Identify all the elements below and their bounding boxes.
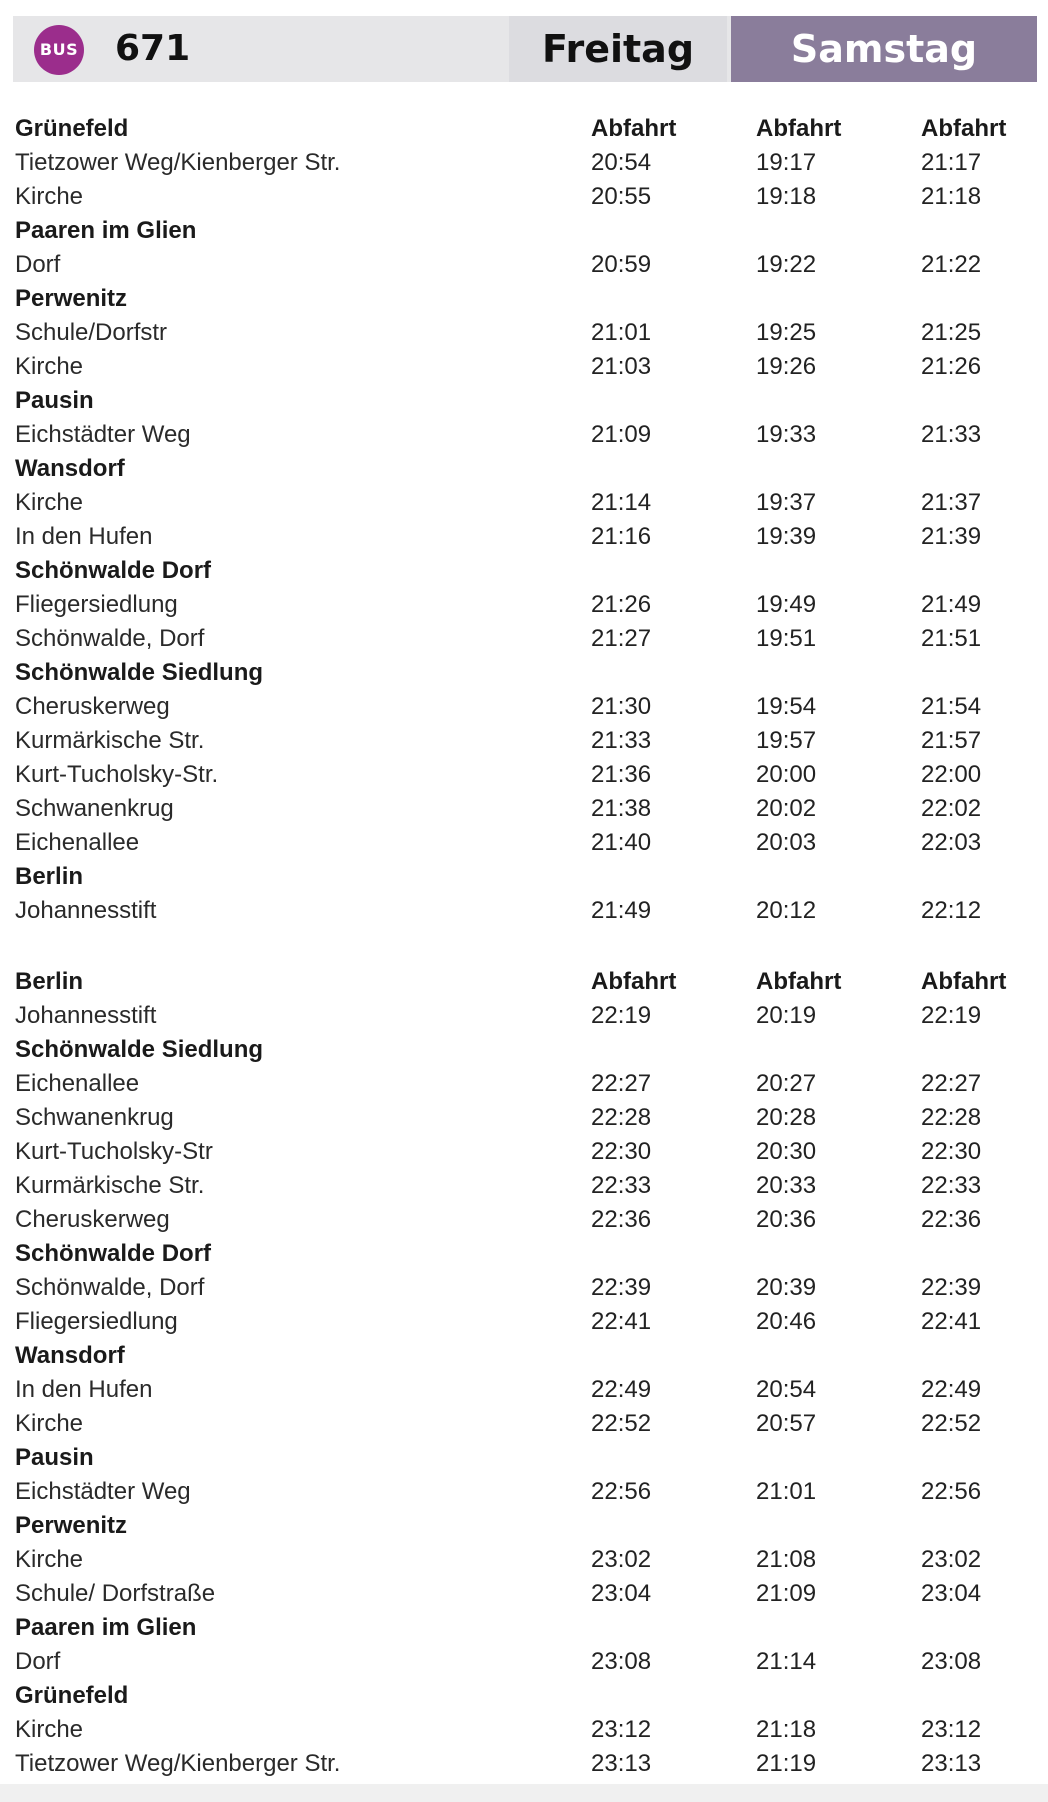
town-name: Wansdorf [15, 1342, 125, 1369]
stop-name: Kurmärkische Str. [15, 727, 205, 754]
timetable-row [15, 1747, 1035, 1781]
departure-time: 22:36 [591, 1206, 652, 1233]
town-heading-row [15, 452, 1035, 486]
stop-name: Schule/Dorfstr [15, 319, 168, 346]
departure-time: 21:14 [756, 1648, 817, 1675]
departure-time: 21:26 [591, 591, 652, 618]
stop-name: Kirche [15, 1716, 84, 1743]
departure-time: 21:33 [921, 421, 982, 448]
timetable-row [15, 1067, 1035, 1101]
town-name: Grünefeld [15, 115, 129, 142]
departure-time: 20:36 [756, 1206, 817, 1233]
line-number: 671 [115, 28, 191, 69]
departure-time: 22:28 [591, 1104, 652, 1131]
town-name: Schönwalde Dorf [15, 1240, 212, 1267]
town-heading-row [15, 1679, 1035, 1713]
departure-time: 23:02 [591, 1546, 652, 1573]
timetable-return [15, 965, 1035, 1781]
departure-time: 21:33 [591, 727, 652, 754]
town-name: Perwenitz [15, 1512, 128, 1539]
departure-time: 19:37 [756, 489, 817, 516]
departure-time: 19:54 [756, 693, 817, 720]
departure-time: 21:49 [921, 591, 982, 618]
departure-time: 20:33 [756, 1172, 817, 1199]
timetable-row [15, 588, 1035, 622]
departure-time: 23:04 [591, 1580, 652, 1607]
stop-name: Schule/ Dorfstraße [15, 1580, 216, 1607]
timetable-row [15, 1203, 1035, 1237]
timetable-row [15, 894, 1035, 928]
departure-time: 21:14 [591, 489, 652, 516]
departure-time: 22:28 [921, 1104, 982, 1131]
timetable-row [15, 1169, 1035, 1203]
departure-time: 21:54 [921, 693, 982, 720]
timetable-row [15, 1543, 1035, 1577]
timetable-row [15, 486, 1035, 520]
departure-time: 21:18 [756, 1716, 817, 1743]
departure-time: 21:25 [921, 319, 982, 346]
stop-name: Dorf [15, 251, 61, 278]
departure-time: 22:36 [921, 1206, 982, 1233]
departure-time: 21:19 [756, 1750, 817, 1777]
timetable-row [15, 146, 1035, 180]
column-header-abfahrt: Abfahrt [591, 115, 677, 142]
departure-time: 22:30 [591, 1138, 652, 1165]
departure-time: 20:39 [756, 1274, 817, 1301]
timetable-row [15, 1407, 1035, 1441]
town-heading-row [15, 1441, 1035, 1475]
timetable-row [15, 999, 1035, 1033]
timetable-outbound [15, 112, 1035, 928]
departure-time: 20:57 [756, 1410, 817, 1437]
departure-time: 20:00 [756, 761, 817, 788]
town-name: Paaren im Glien [15, 217, 197, 244]
column-header-abfahrt: Abfahrt [921, 968, 1007, 995]
departure-time: 22:49 [591, 1376, 652, 1403]
stop-name: Dorf [15, 1648, 61, 1675]
departure-time: 23:13 [591, 1750, 652, 1777]
departure-time: 21:16 [591, 523, 652, 550]
town-heading-row [15, 214, 1035, 248]
departure-time: 21:01 [756, 1478, 817, 1505]
stop-name: Kirche [15, 353, 84, 380]
departure-time: 23:02 [921, 1546, 982, 1573]
stop-name: Eichstädter Weg [15, 1478, 191, 1505]
stop-name: Cheruskerweg [15, 693, 170, 720]
town-name: Pausin [15, 1444, 94, 1471]
departure-time: 22:19 [591, 1002, 652, 1029]
town-name: Grünefeld [15, 1682, 129, 1709]
town-heading-row [15, 1509, 1035, 1543]
departure-time: 22:27 [591, 1070, 652, 1097]
timetable-row [15, 1577, 1035, 1611]
departure-time: 20:27 [756, 1070, 817, 1097]
timetable-row [15, 350, 1035, 384]
column-header-abfahrt: Abfahrt [756, 968, 842, 995]
town-name: Berlin [15, 968, 84, 995]
departure-time: 22:56 [591, 1478, 652, 1505]
town-heading-row [15, 1033, 1035, 1067]
stop-name: Kirche [15, 1410, 84, 1437]
town-heading-row [15, 384, 1035, 418]
departure-time: 22:27 [921, 1070, 982, 1097]
timetable-row [15, 418, 1035, 452]
town-heading-row [15, 1237, 1035, 1271]
departure-time: 21:18 [921, 183, 982, 210]
town-name: Perwenitz [15, 285, 128, 312]
departure-time: 23:04 [921, 1580, 982, 1607]
departure-time: 19:22 [756, 251, 817, 278]
stop-name: Eichenallee [15, 1070, 140, 1097]
town-heading-row [15, 554, 1035, 588]
timetable-row [15, 1373, 1035, 1407]
page-bottom-edge [0, 1784, 1048, 1802]
departure-time: 21:37 [921, 489, 982, 516]
tab-freitag: Freitag [509, 16, 727, 82]
departure-time: 22:39 [921, 1274, 982, 1301]
stop-name: Schwanenkrug [15, 795, 174, 822]
town-heading-row [15, 656, 1035, 690]
timetable-row [15, 1713, 1035, 1747]
departure-time: 21:36 [591, 761, 652, 788]
stop-name: Kirche [15, 1546, 84, 1573]
section-header-row [15, 965, 1035, 999]
stop-name: Fliegersiedlung [15, 1308, 178, 1335]
departure-time: 22:33 [921, 1172, 982, 1199]
departure-time: 21:27 [591, 625, 652, 652]
timetable-row [15, 690, 1035, 724]
departure-time: 23:08 [591, 1648, 652, 1675]
departure-time: 19:26 [756, 353, 817, 380]
departure-time: 19:33 [756, 421, 817, 448]
town-name: Schönwalde Dorf [15, 557, 212, 584]
departure-time: 21:09 [756, 1580, 817, 1607]
departure-time: 20:02 [756, 795, 817, 822]
timetable-row [15, 1135, 1035, 1169]
departure-time: 22:02 [921, 795, 982, 822]
stop-name: In den Hufen [15, 1376, 153, 1403]
departure-time: 21:26 [921, 353, 982, 380]
stop-name: Kirche [15, 489, 84, 516]
departure-time: 22:52 [921, 1410, 982, 1437]
departure-time: 23:13 [921, 1750, 982, 1777]
departure-time: 21:03 [591, 353, 652, 380]
departure-time: 22:41 [921, 1308, 982, 1335]
departure-time: 20:12 [756, 897, 817, 924]
town-name: Pausin [15, 387, 94, 414]
timetable-row [15, 724, 1035, 758]
departure-time: 23:12 [591, 1716, 652, 1743]
town-name: Schönwalde Siedlung [15, 659, 264, 686]
departure-time: 20:54 [756, 1376, 817, 1403]
timetable-row [15, 792, 1035, 826]
departure-time: 23:12 [921, 1716, 982, 1743]
departure-time: 21:09 [591, 421, 652, 448]
departure-time: 20:55 [591, 183, 652, 210]
departure-time: 19:18 [756, 183, 817, 210]
timetable-row [15, 622, 1035, 656]
stop-name: Kirche [15, 183, 84, 210]
departure-time: 22:12 [921, 897, 982, 924]
stop-name: Eichenallee [15, 829, 140, 856]
departure-time: 23:08 [921, 1648, 982, 1675]
timetable-row [15, 1271, 1035, 1305]
departure-time: 22:56 [921, 1478, 982, 1505]
departure-time: 20:28 [756, 1104, 817, 1131]
stop-name: In den Hufen [15, 523, 153, 550]
town-name: Berlin [15, 863, 84, 890]
stop-name: Johannesstift [15, 1002, 157, 1029]
departure-time: 22:19 [921, 1002, 982, 1029]
stop-name: Kurt-Tucholsky-Str. [15, 761, 219, 788]
timetable-row [15, 1305, 1035, 1339]
stop-name: Kurt-Tucholsky-Str [15, 1138, 213, 1165]
town-heading-row [15, 282, 1035, 316]
departure-time: 22:03 [921, 829, 982, 856]
town-name: Wansdorf [15, 455, 125, 482]
departure-time: 21:49 [591, 897, 652, 924]
departure-time: 21:08 [756, 1546, 817, 1573]
town-heading-row [15, 1339, 1035, 1373]
departure-time: 21:39 [921, 523, 982, 550]
section-header-row [15, 112, 1035, 146]
column-header-abfahrt: Abfahrt [756, 115, 842, 142]
departure-time: 19:25 [756, 319, 817, 346]
departure-time: 20:30 [756, 1138, 817, 1165]
departure-time: 21:40 [591, 829, 652, 856]
timetable-row [15, 826, 1035, 860]
timetable-header [13, 16, 1037, 82]
column-header-abfahrt: Abfahrt [591, 968, 677, 995]
stop-name: Cheruskerweg [15, 1206, 170, 1233]
stop-name: Kurmärkische Str. [15, 1172, 205, 1199]
timetable-row [15, 180, 1035, 214]
timetable-row [15, 1475, 1035, 1509]
departure-time: 22:52 [591, 1410, 652, 1437]
departure-time: 21:01 [591, 319, 652, 346]
departure-time: 22:30 [921, 1138, 982, 1165]
departure-time: 19:57 [756, 727, 817, 754]
timetable-row [15, 1101, 1035, 1135]
stop-name: Johannesstift [15, 897, 157, 924]
timetable-row [15, 316, 1035, 350]
stop-name: Schönwalde, Dorf [15, 1274, 205, 1301]
town-name: Paaren im Glien [15, 1614, 197, 1641]
stop-name: Fliegersiedlung [15, 591, 178, 618]
departure-time: 20:19 [756, 1002, 817, 1029]
departure-time: 22:33 [591, 1172, 652, 1199]
stop-name: Schwanenkrug [15, 1104, 174, 1131]
stop-name: Tietzower Weg/Kienberger Str. [15, 149, 341, 176]
departure-time: 21:38 [591, 795, 652, 822]
departure-time: 21:51 [921, 625, 982, 652]
departure-time: 22:00 [921, 761, 982, 788]
timetable-row [15, 758, 1035, 792]
departure-time: 19:17 [756, 149, 817, 176]
departure-time: 22:49 [921, 1376, 982, 1403]
timetable-row [15, 1645, 1035, 1679]
departure-time: 21:57 [921, 727, 982, 754]
town-heading-row [15, 860, 1035, 894]
departure-time: 20:03 [756, 829, 817, 856]
timetable-row [15, 248, 1035, 282]
departure-time: 20:54 [591, 149, 652, 176]
stop-name: Eichstädter Weg [15, 421, 191, 448]
departure-time: 21:22 [921, 251, 982, 278]
departure-time: 22:41 [591, 1308, 652, 1335]
stop-name: Schönwalde, Dorf [15, 625, 205, 652]
town-heading-row [15, 1611, 1035, 1645]
departure-time: 19:39 [756, 523, 817, 550]
departure-time: 21:17 [921, 149, 982, 176]
departure-time: 19:49 [756, 591, 817, 618]
bus-icon: BUS [34, 25, 84, 75]
column-header-abfahrt: Abfahrt [921, 115, 1007, 142]
departure-time: 21:30 [591, 693, 652, 720]
departure-time: 22:39 [591, 1274, 652, 1301]
departure-time: 19:51 [756, 625, 817, 652]
stop-name: Tietzower Weg/Kienberger Str. [15, 1750, 341, 1777]
tab-samstag: Samstag [731, 16, 1037, 82]
town-name: Schönwalde Siedlung [15, 1036, 264, 1063]
departure-time: 20:46 [756, 1308, 817, 1335]
timetable-row [15, 520, 1035, 554]
departure-time: 20:59 [591, 251, 652, 278]
